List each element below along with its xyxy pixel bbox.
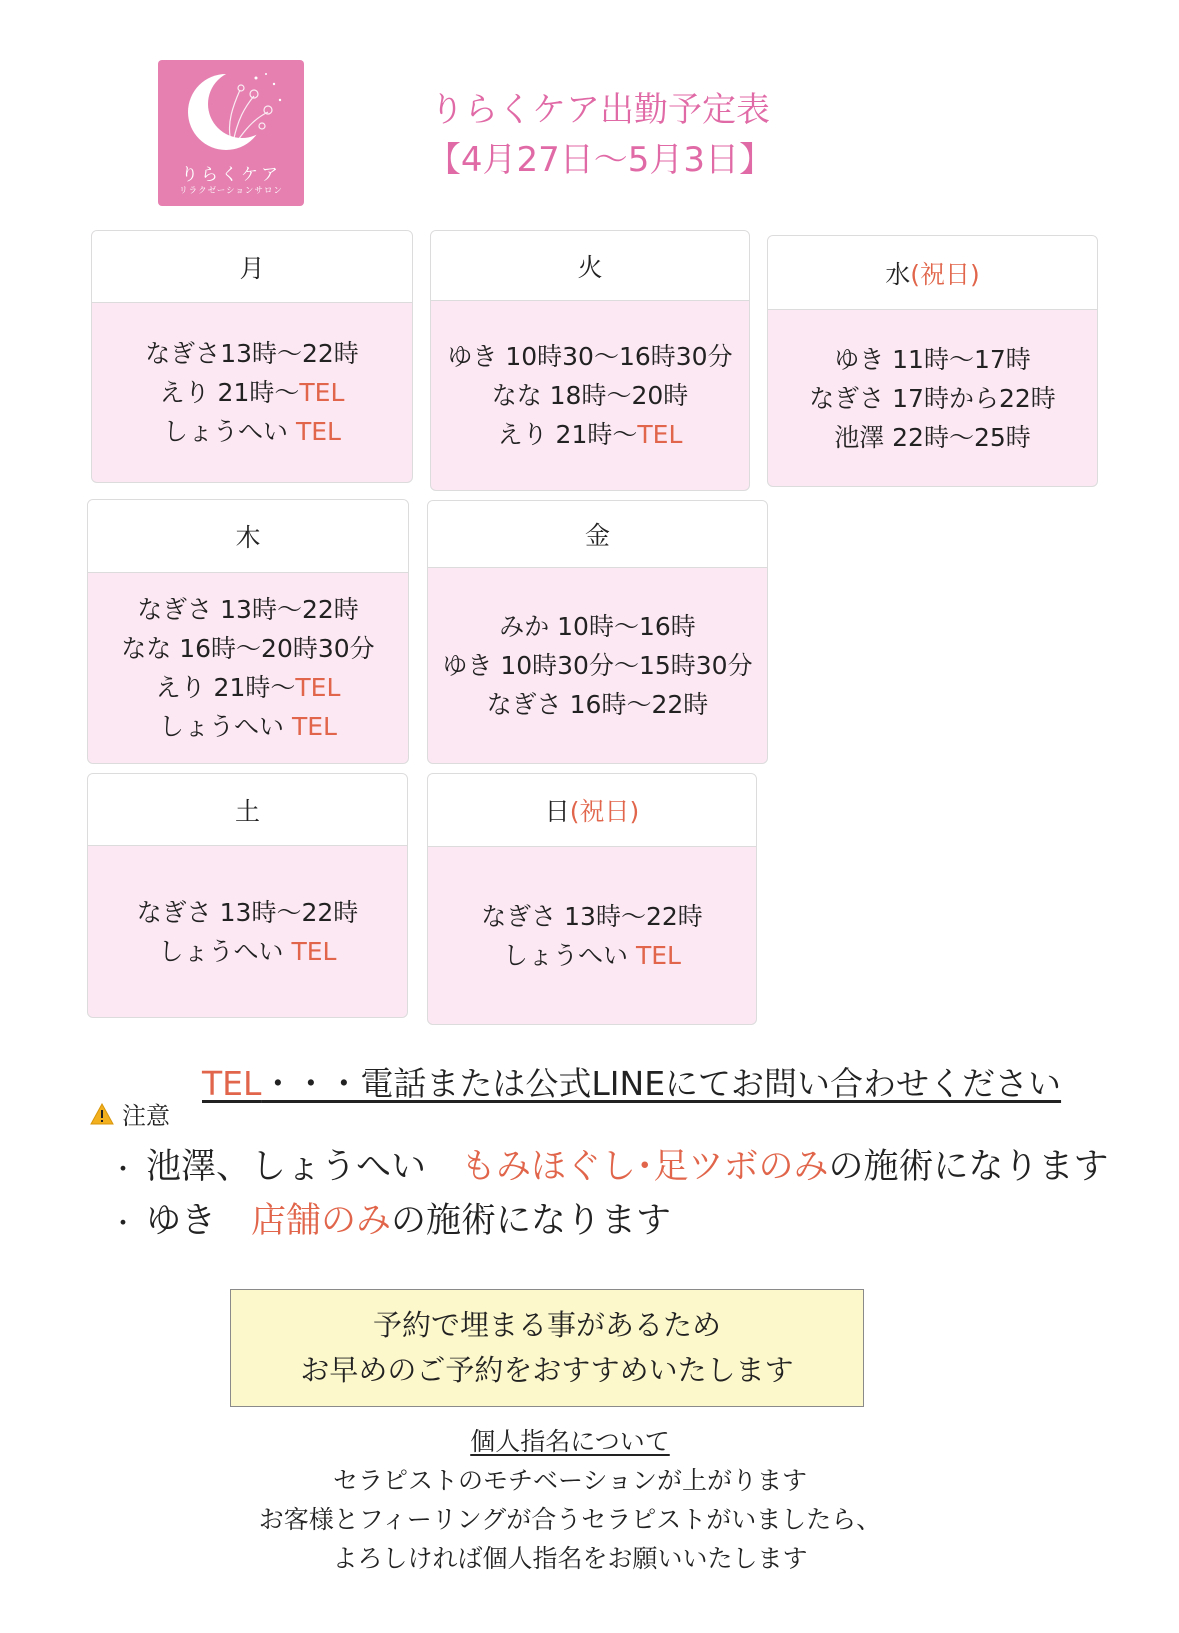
day-card-wed — [767, 235, 1098, 487]
logo-subtitle: リラクゼーションサロン — [179, 186, 283, 196]
day-label: 水 — [885, 259, 911, 289]
day-card-tue — [430, 230, 750, 491]
list-item: ・ 池澤、しょうへい もみほぐし･足ツボのみの施術になります — [110, 1147, 1109, 1187]
day-card-thu — [87, 499, 409, 764]
tel-label: TEL — [295, 417, 341, 446]
shift-line: ゆき 10時30〜16時30分 — [447, 342, 733, 371]
caution-list — [110, 1140, 1109, 1248]
shift-line: なな 18時〜20時 — [491, 381, 689, 410]
shift-line: なぎさ 16時〜22時 — [486, 690, 709, 719]
tel-label: TEL — [291, 712, 337, 741]
shift-line: しょうへい TEL — [163, 417, 341, 446]
day-label: 月 — [239, 253, 265, 283]
page-title: りらくケア出勤予定表 — [430, 90, 770, 130]
shift-line: なぎさ13時〜22時 — [145, 339, 359, 368]
caution-heading — [90, 1096, 170, 1131]
nomination-heading: 個人指名について — [470, 1427, 670, 1456]
shift-list-fri — [428, 568, 767, 763]
shift-line: ゆき 10時30分〜15時30分 — [442, 651, 753, 680]
shift-list-tue — [431, 301, 749, 490]
tel-explanation — [202, 1058, 1061, 1105]
date-range: 【4月27日〜5月3日】 — [426, 140, 774, 180]
day-header-wed — [768, 236, 1097, 310]
caution-label: 注意 — [122, 1102, 170, 1130]
shift-line: しょうへい TEL — [503, 940, 681, 970]
day-card-mon — [91, 230, 413, 483]
shift-list-wed — [768, 310, 1097, 486]
reservation-notice — [230, 1289, 864, 1407]
tel-label: TEL — [635, 940, 681, 970]
salon-logo — [158, 60, 304, 206]
shift-line: えり 21時〜TEL — [155, 673, 341, 702]
tel-term: TEL — [202, 1064, 262, 1103]
day-header-sun — [428, 774, 756, 847]
tel-label: TEL — [295, 673, 341, 702]
notice-line: お早めのご予約をおすすめいたします — [300, 1353, 794, 1387]
shift-line: えり 21時〜TEL — [497, 420, 683, 449]
holiday-label: (祝日) — [569, 797, 640, 826]
nomination-line: よろしければ個人指名をお願いいたします — [332, 1544, 808, 1573]
shift-line: しょうへい TEL — [158, 936, 337, 966]
shift-line: みか 10時〜16時 — [499, 612, 696, 641]
personal-nomination-section — [200, 1422, 940, 1578]
shift-line: なぎさ 13時〜22時 — [137, 595, 359, 624]
tel-label: TEL — [299, 378, 345, 407]
day-label: 土 — [234, 796, 260, 826]
shift-line: なぎさ 17時から22時 — [809, 383, 1056, 413]
shift-line: なぎさ 13時〜22時 — [136, 897, 359, 927]
list-item: ・ ゆき 店舗のみの施術になります — [110, 1201, 672, 1241]
day-header-thu — [88, 500, 408, 573]
tel-label: TEL — [637, 420, 683, 449]
day-label: 木 — [235, 523, 261, 552]
shift-list-mon — [92, 303, 412, 482]
shift-line: えり 21時〜TEL — [159, 378, 345, 407]
shift-line: しょうへい TEL — [159, 712, 337, 741]
day-card-sun — [427, 773, 757, 1025]
shift-list-thu — [88, 573, 408, 763]
tel-label: TEL — [291, 936, 337, 966]
nomination-line: お客様とフィーリングが合うセラピストがいましたら、 — [258, 1505, 882, 1534]
notice-line: 予約で埋まる事があるため — [372, 1308, 721, 1342]
day-label: 日 — [544, 797, 570, 826]
day-card-fri — [427, 500, 768, 764]
day-header-sat — [88, 774, 407, 846]
tel-explanation-text: ・・・電話または公式LINEにてお問い合わせください — [261, 1064, 1062, 1103]
holiday-label: (祝日) — [910, 259, 980, 289]
day-header-mon — [92, 231, 412, 303]
shift-line: 池澤 22時〜25時 — [834, 422, 1031, 452]
nomination-line: セラピストのモチベーションが上がります — [332, 1466, 807, 1495]
logo-name: りらくケア — [181, 165, 281, 185]
day-label: 火 — [577, 252, 603, 282]
day-card-sat — [87, 773, 408, 1018]
day-label: 金 — [584, 521, 610, 550]
shift-line: ゆき 11時〜17時 — [834, 344, 1031, 374]
shift-list-sun — [428, 847, 756, 1024]
day-header-tue — [431, 231, 749, 301]
shift-line: なぎさ 13時〜22時 — [481, 901, 703, 931]
day-header-fri — [428, 501, 767, 568]
warning-icon — [90, 1103, 114, 1125]
shift-list-sat — [88, 846, 407, 1017]
shift-line: なな 16時〜20時30分 — [121, 634, 375, 663]
